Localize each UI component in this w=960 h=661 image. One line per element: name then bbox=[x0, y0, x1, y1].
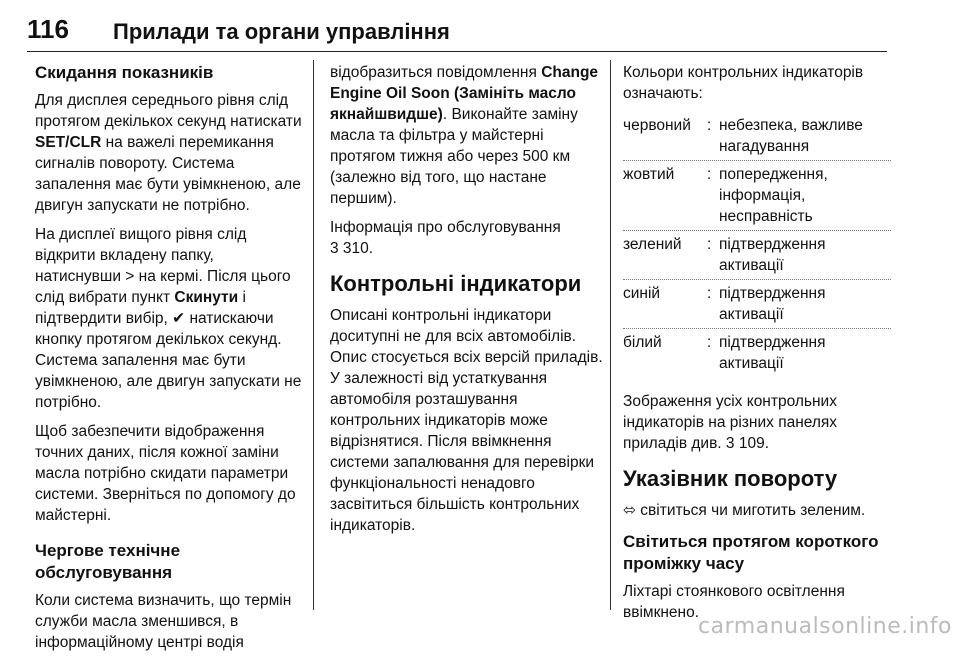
paragraph: Ліхтарі стоянкового освітлення ввімкнено. bbox=[623, 583, 845, 621]
column-divider bbox=[610, 60, 611, 610]
paragraph: ⬄ світиться чи миготить зеленим. bbox=[623, 502, 866, 519]
chevron-right-icon: > bbox=[125, 268, 135, 285]
column-divider bbox=[313, 60, 314, 610]
column-3 bbox=[623, 62, 891, 631]
table-row: білий : підтвердження активації bbox=[623, 334, 826, 372]
page-title: Прилади та органи управління bbox=[113, 19, 450, 44]
table-row: червоний : небезпека, важливе нагадування bbox=[623, 112, 891, 161]
column-2 bbox=[330, 62, 604, 544]
paragraph: Коли система визначить, що термін служби масла зменшився, в інформаційному центрі водія bbox=[35, 592, 292, 651]
table-row: жовтий : попередження, інформація, несправність bbox=[623, 161, 891, 231]
paragraph: На дисплеї вищого рівня слід відкрити вкладену папку, натиснувши > на кермі. Після цього слід вибрати пункт Скинути і підтвердити вибір, ✔ натискаючи кнопку протягом декількох секунд. Система запалення має бути увімкненою, але двигун запускати не потрібно. bbox=[35, 226, 302, 411]
table-row: зелений : підтвердження активації bbox=[623, 231, 891, 280]
paragraph: Кольори контрольних індикаторів означають: bbox=[623, 64, 864, 102]
paragraph: Для дисплея середнього рівня слід протягом декількох секунд натискати SET/CLR на важелі перемикання сигналів повороту. Система запалення має бути увімкненою, але двигун запускати не потрібно. bbox=[35, 92, 302, 214]
paragraph: відобразиться повідомлення Change Engine Oil Soon (Замініть масло якнайшвидше). Виконайте заміну масла та фільтра у майстерні протягом тижня або через 500 км (залежно від того, що настане першим). bbox=[330, 64, 599, 207]
table-row: синій : підтвердження активації bbox=[623, 280, 891, 329]
section-heading-reset: Скидання показників bbox=[35, 63, 214, 82]
subheading-service: Чергове технічне обслуговування bbox=[35, 541, 181, 582]
paragraph: Описані контрольні індикатори доситупні не для всіх автомобілів. Опис стосується всіх версій приладів. У залежності від устаткування автомобіля розташування контрольних індикаторів може відрізнятися. Після ввімкнення системи запалювання для перевірки функціональності ненадовго засвітиться більшість контрольних індикаторів. bbox=[330, 307, 603, 534]
page-reference: 3 310. bbox=[330, 240, 374, 257]
checkmark-icon: ✔ bbox=[172, 310, 186, 327]
section-heading-indicators: Контрольні індикатори bbox=[330, 271, 582, 296]
paragraph: Зображення усіх контрольних індикаторів на різних панелях приладів див. 3 109. bbox=[623, 393, 838, 452]
subheading-short-time: Світиться протягом короткого проміжку часу bbox=[623, 532, 879, 573]
page-number: 116 bbox=[27, 14, 69, 44]
paragraph: Інформація про обслуговування 3 310. bbox=[330, 219, 561, 257]
column-1 bbox=[35, 62, 303, 661]
watermark: carmanualsonline.info bbox=[698, 614, 952, 639]
paragraph: Щоб забезпечити відображення точних даних, після кожної заміни масла потрібно скидати параметри системи. Зверніться по допомогу до майстерні. bbox=[35, 423, 296, 524]
section-heading-turn-signal: Указівник повороту bbox=[623, 466, 838, 491]
turn-signal-icon: ⬄ bbox=[623, 502, 636, 519]
page-header bbox=[27, 10, 887, 52]
color-meaning-table bbox=[623, 112, 891, 377]
